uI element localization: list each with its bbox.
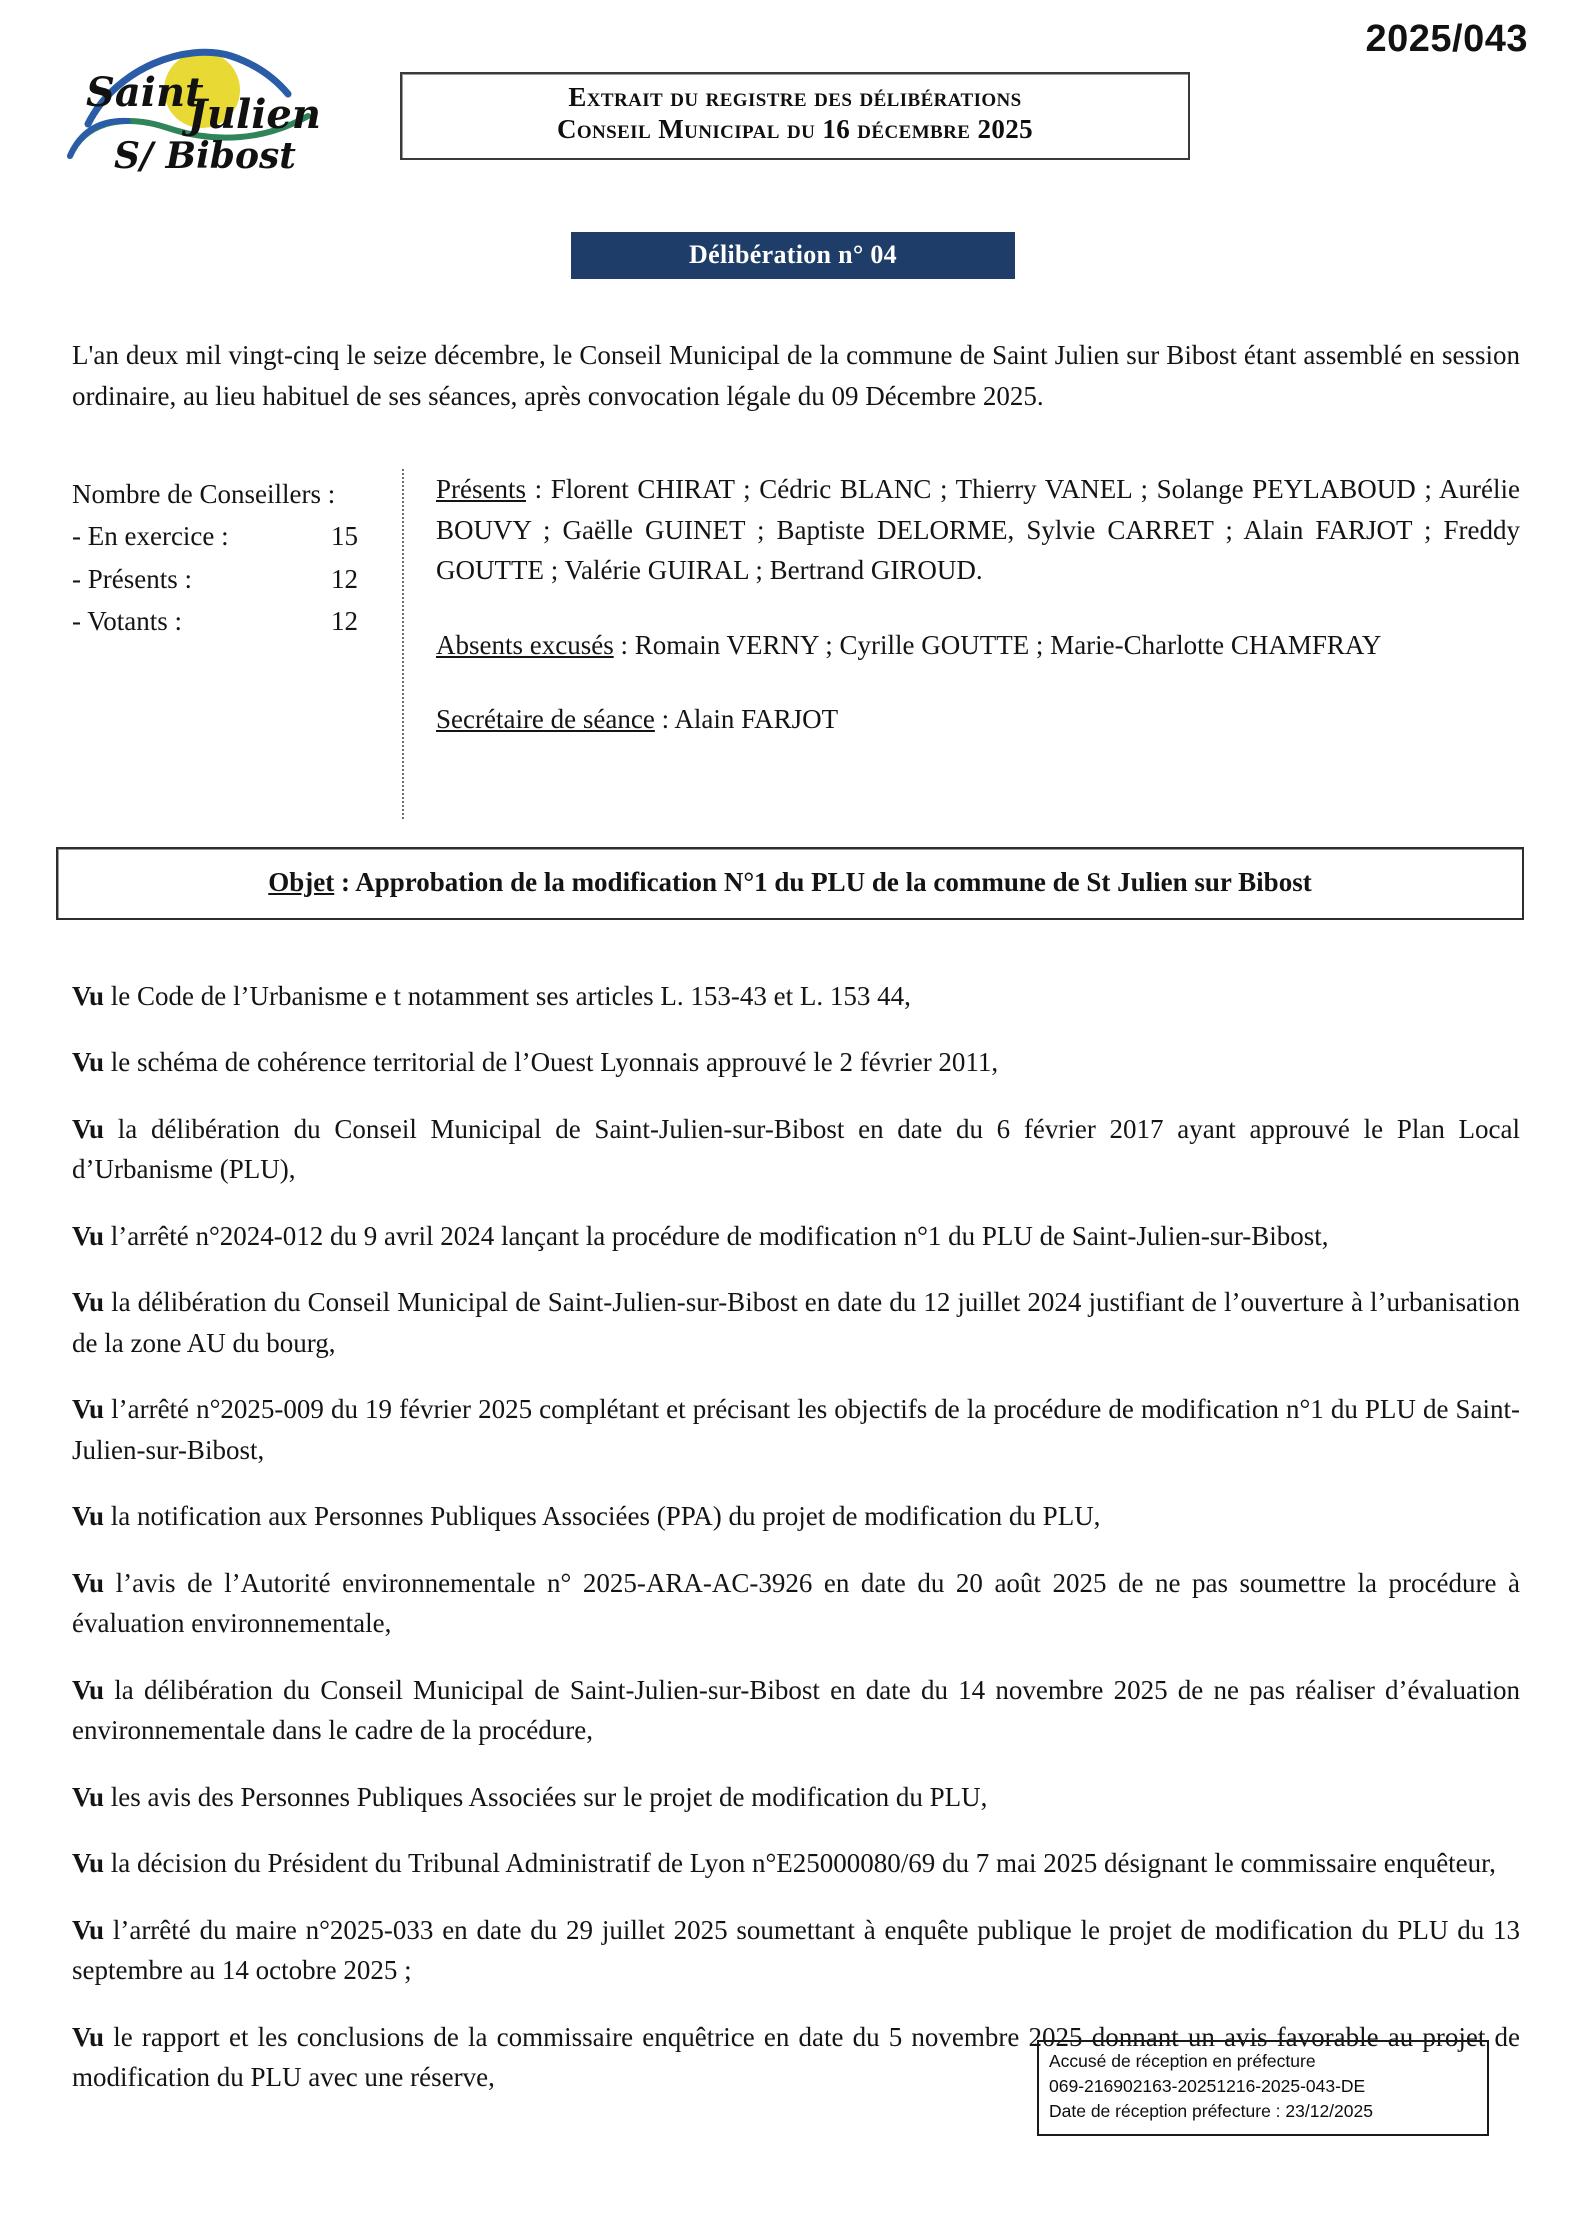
vu-paragraph (72, 1042, 1520, 1083)
vu-text: le rapport et les conclusions de la commissaire enquêtrice en date du 5 novembre 2025 donnant un avis favorable au projet de modification du PLU avec une réserve, (72, 2021, 1520, 2093)
objet-label: Objet (268, 867, 335, 898)
vu-lead: Vu (72, 1674, 105, 1705)
vu-paragraph (72, 1109, 1520, 1190)
count-label: - Votants : (72, 605, 183, 636)
vu-text: le Code de l’Urbanisme e t notamment ses articles L. 153-43 et L. 153 44, (104, 980, 911, 1011)
count-row-en-exercice (72, 515, 402, 557)
councillor-counts (72, 469, 402, 641)
vu-lead: Vu (72, 1501, 105, 1532)
count-label: - En exercice : (72, 521, 229, 552)
vu-paragraph (72, 1910, 1520, 1991)
stamp-line-reference: 069-216902163-20251216-2025-043-DE (1049, 2075, 1366, 2096)
vu-paragraph (72, 1282, 1520, 1363)
vu-paragraph (72, 1563, 1520, 1644)
deliberation-banner: Délibération n° 04 (571, 232, 1015, 279)
count-row-presents (72, 558, 402, 600)
vu-paragraph (72, 1670, 1520, 1751)
absents-names: : Romain VERNY ; Cyrille GOUTTE ; Marie-Charlotte CHAMFRAY (613, 629, 1382, 660)
vu-lead: Vu (72, 1914, 105, 1945)
secretaire-group (436, 699, 1520, 740)
deliberation-banner-wrap (0, 232, 1586, 279)
objet-text: : Approbation de la modification N°1 du PLU de la commune de St Julien sur Bibost (334, 867, 1312, 898)
prefecture-receipt-stamp (1037, 2040, 1489, 2136)
svg-text:Saint: Saint (86, 69, 204, 116)
vu-lead: Vu (72, 1394, 105, 1425)
vu-paragraph (72, 976, 1520, 1017)
counts-title: Nombre de Conseillers : (72, 479, 336, 510)
vu-lead: Vu (72, 1047, 105, 1078)
vu-paragraph (72, 1496, 1520, 1537)
vu-lead: Vu (72, 2021, 105, 2052)
vu-text: le schéma de cohérence territorial de l’Ouest Lyonnais approuvé le 2 février 2011, (104, 1047, 999, 1078)
vu-text: l’arrêté du maire n°2025-033 en date du 29 juillet 2025 soumettant à enquête publique le projet de modification du PLU du 13 septembre au 14 octobre 2025 ; (72, 1914, 1520, 1986)
register-title-line-1: Extrait du registre des délibérations (568, 82, 1022, 112)
svg-text:Julien: Julien (188, 91, 321, 138)
objet-box (56, 847, 1524, 919)
column-divider (402, 469, 406, 819)
deliberation-body (72, 976, 1520, 2098)
document-header (0, 0, 1586, 196)
svg-text:S/ Bibost: S/ Bibost (114, 135, 296, 177)
absents-group (436, 625, 1520, 666)
vu-text: les avis des Personnes Publiques Associées sur le projet de modification du PLU, (104, 1781, 988, 1812)
vu-text: l’avis de l’Autorité environnementale n° 2025-ARA-AC-3926 en date du 20 août 2025 de ne pas soumettre la procédure à évaluation environnementale, (72, 1567, 1520, 1639)
attendance-names (436, 469, 1520, 740)
count-label: - Présents : (72, 563, 192, 594)
stamp-line-title: Accusé de réception en préfecture (1049, 2051, 1316, 2071)
vu-lead: Vu (72, 1287, 105, 1318)
vu-lead: Vu (72, 980, 105, 1011)
vu-lead: Vu (72, 1848, 105, 1879)
commune-logo (56, 28, 346, 178)
vu-lead: Vu (72, 1781, 105, 1812)
vu-lead: Vu (72, 1113, 105, 1144)
presents-label: Présents (436, 474, 526, 505)
vu-paragraph (72, 1389, 1520, 1470)
vu-text: l’arrêté n°2025-009 du 19 février 2025 complétant et précisant les objectifs de la procédure de modification n°1 du PLU de Saint-Julien-sur-Bibost, (72, 1394, 1520, 1465)
vu-paragraph (72, 1777, 1520, 1818)
count-value: 12 (331, 605, 358, 636)
vu-lead: Vu (72, 1220, 105, 1251)
vu-paragraph (72, 1216, 1520, 1257)
count-row-votants (72, 600, 402, 642)
vu-text: la décision du Président du Tribunal Administratif de Lyon n°E25000080/69 du 7 mai 2025 désignant le commissaire enquêteur, (104, 1848, 1496, 1879)
vu-text: la notification aux Personnes Publiques Associées (PPA) du projet de modification du PLU, (104, 1501, 1101, 1532)
presents-names: : Florent CHIRAT ; Cédric BLANC ; Thierry VANEL ; Solange PEYLABOUD ; Aurélie BOUVY ; Gaëlle GUINET ; Baptiste DELORME, Sylvie CARRET ; Alain FARJOT ; Freddy GOUTTE ; Valérie GUIRAL ; Bertrand GIROUD. (436, 474, 1520, 586)
absents-label: Absents excusés (436, 629, 614, 660)
register-title-line-2: Conseil Municipal du 16 décembre 2025 (556, 113, 1034, 144)
vu-text: l’arrêté n°2024-012 du 9 avril 2024 lançant la procédure de modification n°1 du PLU de Saint-Julien-sur-Bibost, (104, 1220, 1329, 1251)
register-title-box (400, 72, 1190, 160)
count-value: 15 (331, 521, 358, 552)
vu-text: la délibération du Conseil Municipal de Saint-Julien-sur-Bibost en date du 6 février 2017 ayant approuvé le Plan Local d’Urbanisme (PLU), (72, 1113, 1520, 1185)
stamp-line-date: Date de réception préfecture : 23/12/2025 (1049, 2100, 1373, 2121)
intro-paragraph: L'an deux mil vingt-cinq le seize décembre, le Conseil Municipal de la commune de Saint Julien sur Bibost étant assemblé en session ordinaire, au lieu habituel de ses séances, après convocation légale du 09 Décembre 2025. (72, 340, 1520, 412)
vu-lead: Vu (72, 1567, 105, 1598)
vu-paragraph (72, 1843, 1520, 1884)
secretaire-name: : Alain FARJOT (654, 704, 839, 735)
vu-text: la délibération du Conseil Municipal de Saint-Julien-sur-Bibost en date du 12 juillet 2024 justifiant de l’ouverture à l’urbanisation de la zone AU du bourg, (72, 1287, 1520, 1358)
page-number: 2025/043 (1365, 18, 1528, 60)
vu-text: la délibération du Conseil Municipal de Saint-Julien-sur-Bibost en date du 14 novembre 2025 de ne pas réaliser d’évaluation environnementale dans le cadre de la procédure, (72, 1674, 1520, 1746)
presents-group (436, 469, 1520, 591)
count-value: 12 (331, 563, 358, 594)
secretaire-label: Secrétaire de séance (436, 704, 655, 735)
attendance-block (72, 469, 1520, 819)
